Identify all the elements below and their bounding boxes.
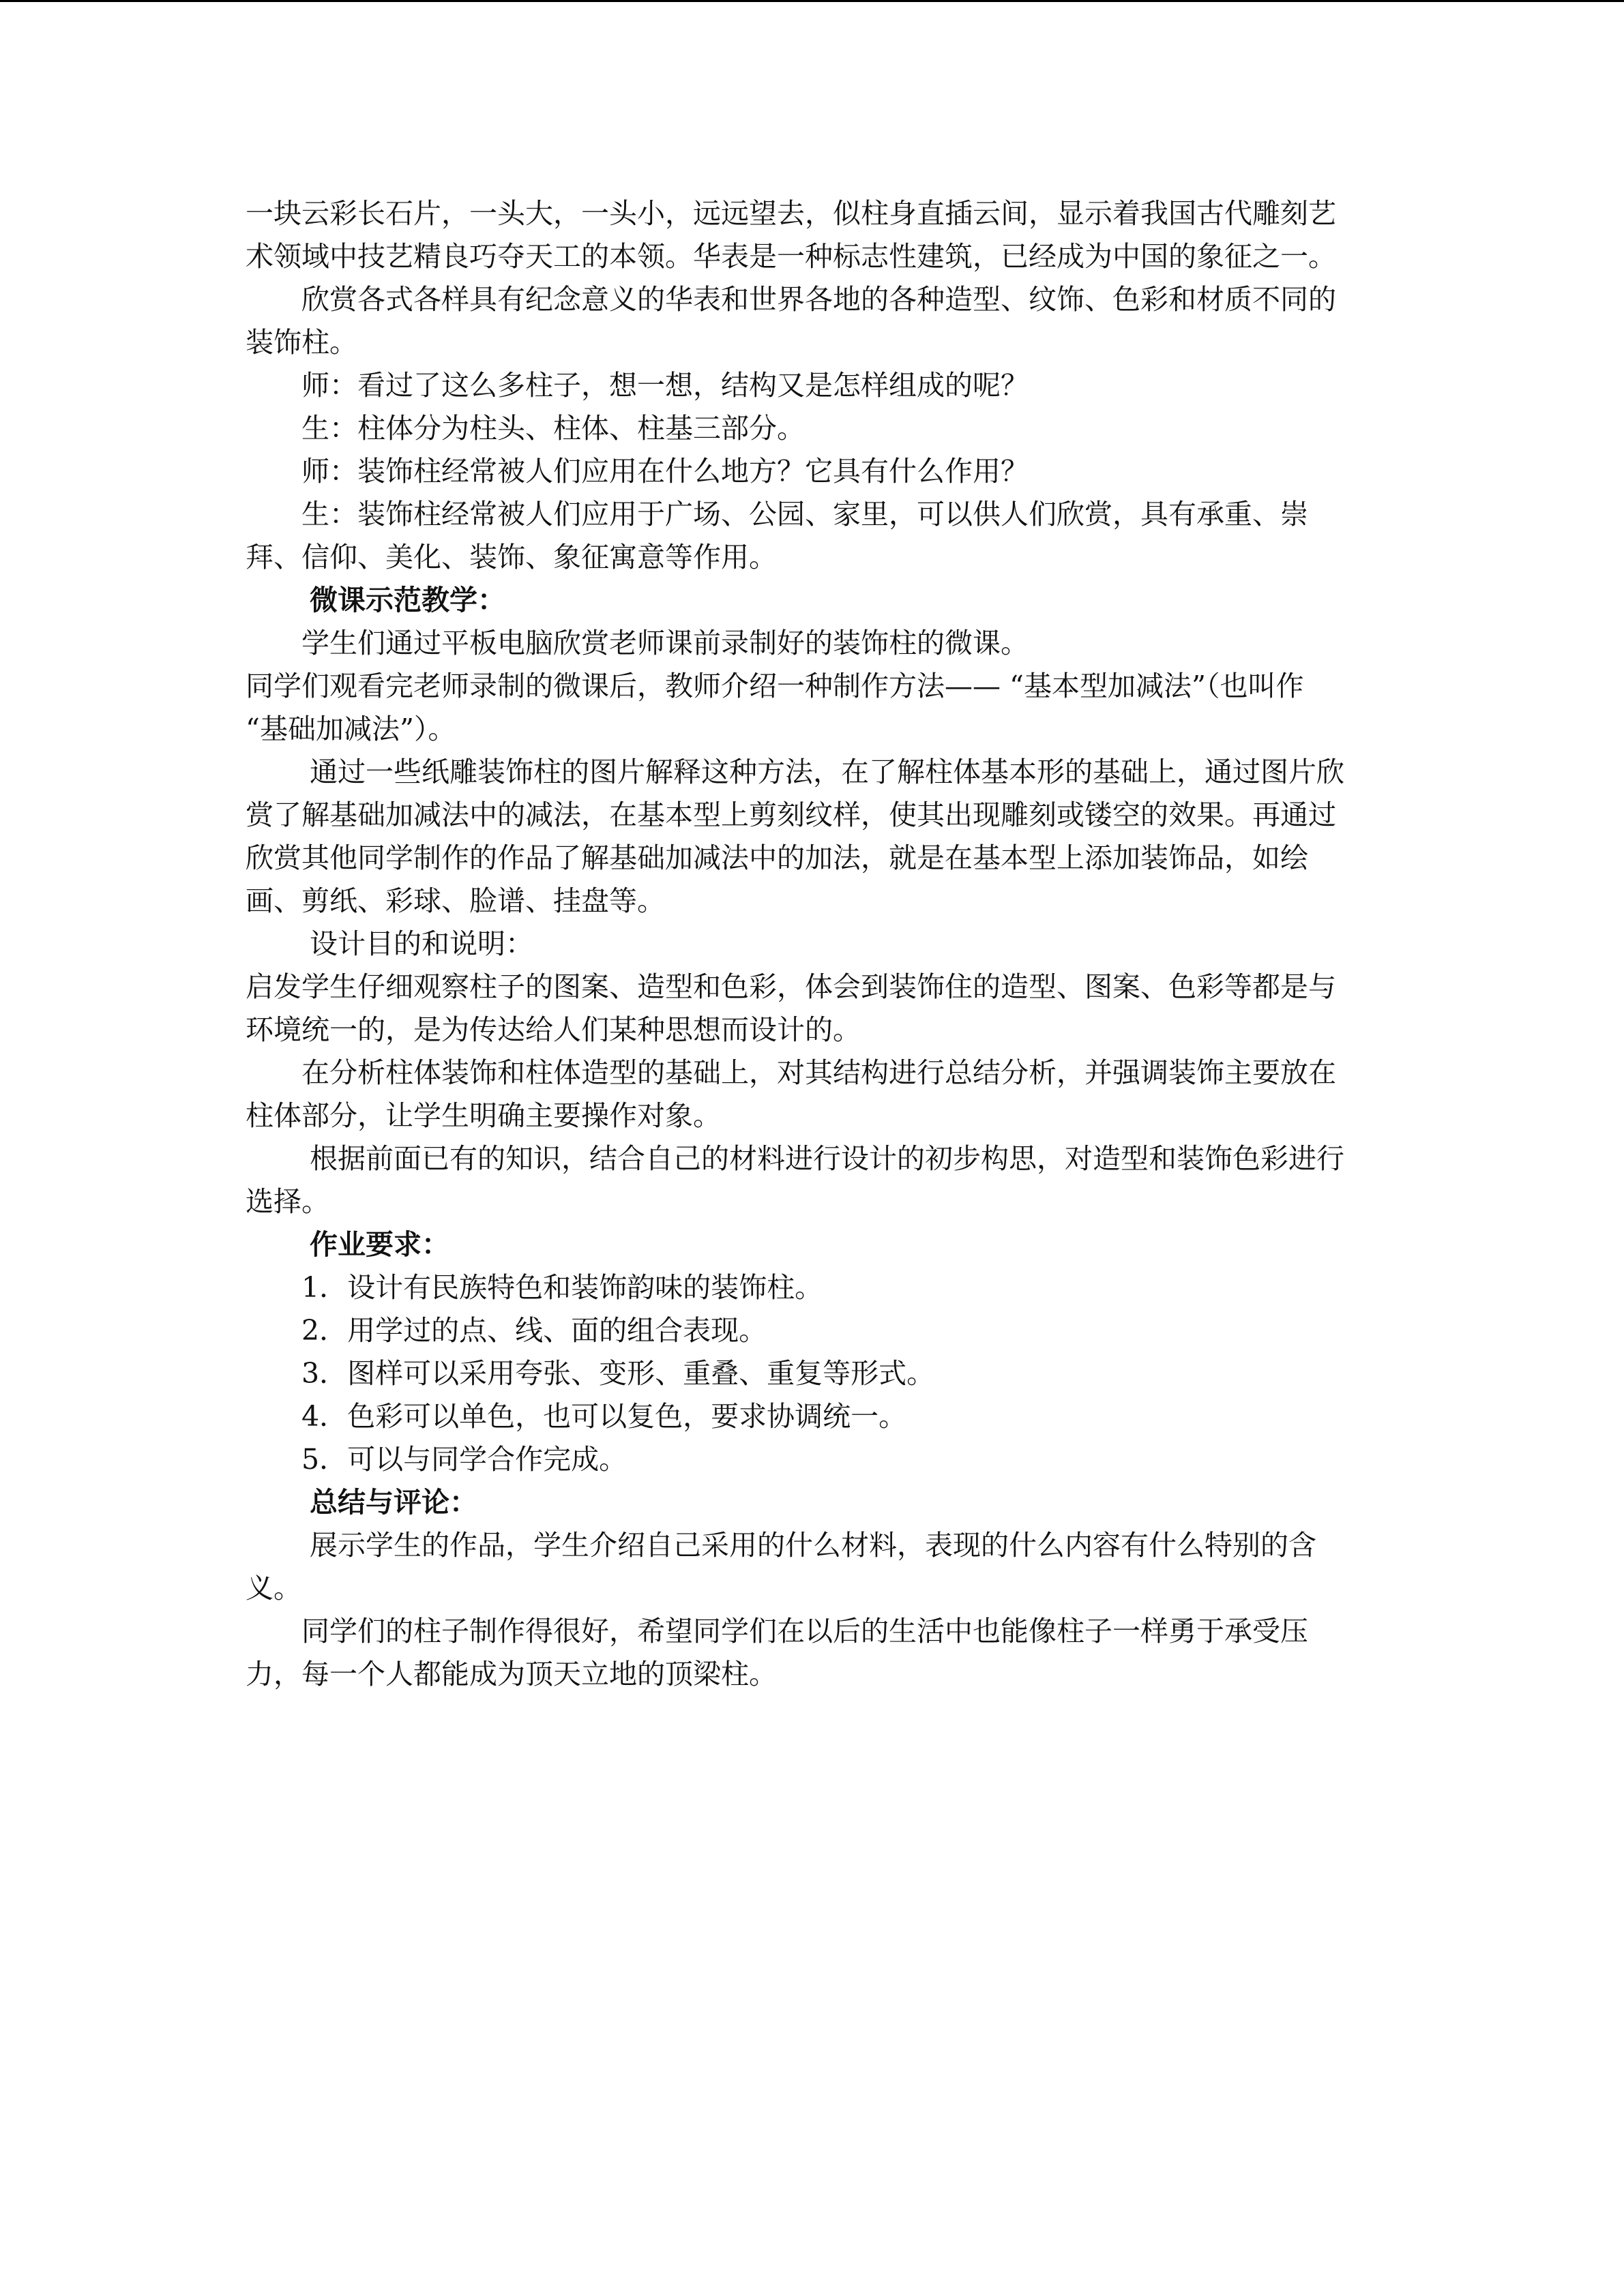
list-item: 1．设计有民族特色和装饰韵味的装饰柱。 bbox=[301, 1271, 823, 1304]
section-heading: 微课示范教学： bbox=[310, 584, 505, 616]
page-top-border bbox=[0, 0, 1624, 2]
list-item: 4．色彩可以单色，也可以复色，要求协调统一。 bbox=[301, 1400, 907, 1433]
dialogue-line: 生：装饰柱经常被人们应用于广场、公园、家里，可以供人们欣赏，具有承重、崇 bbox=[301, 498, 1308, 531]
dialogue-line: 师：看过了这么多柱子，想一想，结构又是怎样组成的呢？ bbox=[301, 369, 1029, 402]
dialogue-line: 师：装饰柱经常被人们应用在什么地方？它具有什么作用？ bbox=[301, 455, 1029, 488]
paragraph-line: 术领域中技艺精良巧夺天工的本领。华表是一种标志性建筑，已经成为中国的象征之一。 bbox=[246, 240, 1336, 273]
document-body bbox=[246, 192, 1378, 1696]
section-heading: 总结与评论： bbox=[310, 1486, 477, 1519]
paragraph-line: 同学们的柱子制作得很好，希望同学们在以后的生活中也能像柱子一样勇于承受压 bbox=[301, 1615, 1308, 1648]
section-heading: 作业要求： bbox=[310, 1228, 449, 1261]
paragraph-line: 欣赏各式各样具有纪念意义的华表和世界各地的各种造型、纹饰、色彩和材质不同的 bbox=[301, 283, 1336, 316]
paragraph-line: 同学们观看完老师录制的微课后，教师介绍一种制作方法—— “基本型加减法”（也叫作 bbox=[246, 670, 1304, 702]
paragraph-line: 装饰柱。 bbox=[246, 326, 357, 359]
paragraph-line: 赏了解基础加减法中的减法，在基本型上剪刻纹样，使其出现雕刻或镂空的效果。再通过 bbox=[246, 799, 1336, 831]
paragraph-line: 展示学生的作品，学生介绍自己采用的什么材料，表现的什么内容有什么特别的含 bbox=[310, 1529, 1316, 1562]
paragraph-line: 学生们通过平板电脑欣赏老师课前录制好的装饰柱的微课。 bbox=[301, 627, 1029, 659]
paragraph-line: “基础加减法”）。 bbox=[246, 713, 456, 745]
paragraph-line: 欣赏其他同学制作的作品了解基础加减法中的加法，就是在基本型上添加装饰品，如绘 bbox=[246, 841, 1308, 874]
paragraph-line: 根据前面已有的知识，结合自己的材料进行设计的初步构思，对造型和装饰色彩进行 bbox=[310, 1142, 1344, 1175]
paragraph-line: 力，每一个人都能成为顶天立地的顶梁柱。 bbox=[246, 1658, 777, 1690]
paragraph-line: 柱体部分，让学生明确主要操作对象。 bbox=[246, 1099, 721, 1132]
list-item: 5．可以与同学合作完成。 bbox=[301, 1443, 628, 1476]
paragraph-line: 通过一些纸雕装饰柱的图片解释这种方法，在了解柱体基本形的基础上，通过图片欣 bbox=[310, 756, 1344, 788]
paragraph-line: 选择。 bbox=[246, 1185, 329, 1218]
list-item: 3．图样可以采用夸张、变形、重叠、重复等形式。 bbox=[301, 1357, 935, 1390]
section-heading: 设计目的和说明： bbox=[310, 927, 533, 960]
paragraph-line: 一块云彩长石片，一头大，一头小，远远望去，似柱身直插云间，显示着我国古代雕刻艺 bbox=[246, 197, 1336, 230]
paragraph-line: 画、剪纸、彩球、脸谱、挂盘等。 bbox=[246, 884, 665, 917]
dialogue-line: 生：柱体分为柱头、柱体、柱基三部分。 bbox=[301, 412, 805, 445]
dialogue-line: 拜、信仰、美化、装饰、象征寓意等作用。 bbox=[246, 541, 777, 573]
paragraph-line: 义。 bbox=[246, 1572, 301, 1605]
paragraph-line: 在分析柱体装饰和柱体造型的基础上，对其结构进行总结分析，并强调装饰主要放在 bbox=[301, 1056, 1336, 1089]
list-item: 2．用学过的点、线、面的组合表现。 bbox=[301, 1314, 767, 1347]
paragraph-line: 环境统一的，是为传达给人们某种思想而设计的。 bbox=[246, 1013, 861, 1046]
paragraph-line: 启发学生仔细观察柱子的图案、造型和色彩，体会到装饰住的造型、图案、色彩等都是与 bbox=[246, 970, 1336, 1003]
